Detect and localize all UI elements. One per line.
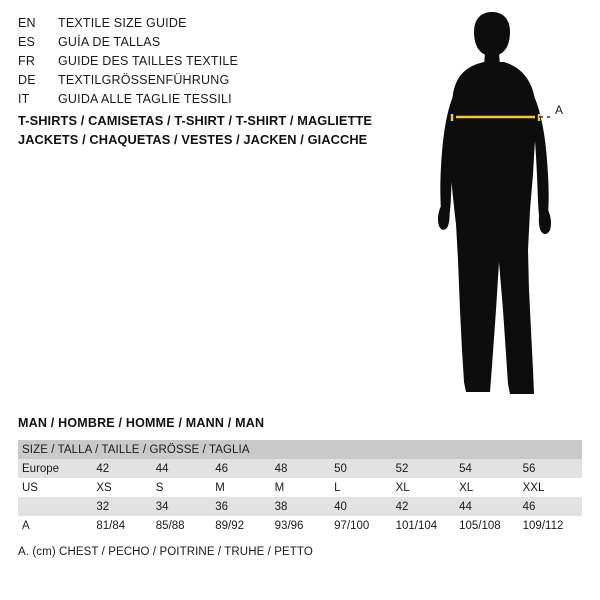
table-cell: 32 bbox=[92, 497, 151, 516]
language-text: GUIDE DES TAILLES TEXTILE bbox=[58, 54, 239, 68]
language-list bbox=[18, 16, 398, 111]
table-row bbox=[18, 478, 582, 497]
language-row bbox=[18, 54, 398, 73]
table-header-row bbox=[18, 440, 582, 459]
callout-label-a: A bbox=[555, 103, 564, 117]
row-label: Europe bbox=[18, 459, 92, 478]
table-cell: L bbox=[330, 478, 391, 497]
table-cell: 34 bbox=[152, 497, 211, 516]
language-code: EN bbox=[18, 16, 36, 30]
table-cell: 38 bbox=[271, 497, 330, 516]
language-row bbox=[18, 73, 398, 92]
language-text: TEXTILGRÖSSENFÜHRUNG bbox=[58, 73, 230, 87]
table-cell: XL bbox=[392, 478, 456, 497]
table-cell: 89/92 bbox=[211, 516, 270, 535]
table-cell: 46 bbox=[519, 497, 582, 516]
table-row bbox=[18, 497, 582, 516]
table-cell: 46 bbox=[211, 459, 270, 478]
table-row bbox=[18, 516, 582, 535]
table-cell: M bbox=[271, 478, 330, 497]
table-cell: XL bbox=[455, 478, 519, 497]
body-figure bbox=[400, 10, 600, 410]
row-label: A bbox=[18, 516, 92, 535]
footnote: A. (cm) CHEST / PECHO / POITRINE / TRUHE / PETTO bbox=[18, 546, 313, 558]
table-cell: 40 bbox=[330, 497, 391, 516]
table-cell: S bbox=[152, 478, 211, 497]
language-row bbox=[18, 35, 398, 54]
table-cell: 42 bbox=[392, 497, 456, 516]
language-code: FR bbox=[18, 54, 36, 68]
table-cell: XXL bbox=[519, 478, 582, 497]
language-code: DE bbox=[18, 73, 36, 87]
category-list bbox=[18, 111, 418, 149]
table-cell: 109/112 bbox=[519, 516, 582, 535]
language-text: GUÍA DE TALLAS bbox=[58, 35, 161, 49]
table-cell: 105/108 bbox=[455, 516, 519, 535]
category-line: JACKETS / CHAQUETAS / VESTES / JACKEN / GIACCHE bbox=[18, 132, 368, 147]
language-row bbox=[18, 92, 398, 111]
table-cell: 44 bbox=[455, 497, 519, 516]
language-text: TEXTILE SIZE GUIDE bbox=[58, 16, 187, 30]
row-label bbox=[18, 497, 92, 516]
language-code: IT bbox=[18, 92, 30, 106]
language-text: GUIDA ALLE TAGLIE TESSILI bbox=[58, 92, 232, 106]
table-cell: 97/100 bbox=[330, 516, 391, 535]
table-cell: 42 bbox=[92, 459, 151, 478]
size-table bbox=[18, 440, 582, 535]
table-cell: 101/104 bbox=[392, 516, 456, 535]
table-cell: 48 bbox=[271, 459, 330, 478]
language-code: ES bbox=[18, 35, 36, 49]
gender-title: MAN / HOMBRE / HOMME / MANN / MAN bbox=[18, 416, 265, 430]
table-cell: 50 bbox=[330, 459, 391, 478]
table-cell: 93/96 bbox=[271, 516, 330, 535]
category-line: T-SHIRTS / CAMISETAS / T-SHIRT / T-SHIRT / MAGLIETTE bbox=[18, 113, 373, 128]
table-cell: 81/84 bbox=[92, 516, 151, 535]
table-cell: 52 bbox=[392, 459, 456, 478]
table-cell: 56 bbox=[519, 459, 582, 478]
table-cell: 85/88 bbox=[152, 516, 211, 535]
table-cell: 44 bbox=[152, 459, 211, 478]
table-row bbox=[18, 459, 582, 478]
row-label: US bbox=[18, 478, 92, 497]
table-header-label: SIZE / TALLA / TAILLE / GRÖSSE / TAGLIA bbox=[18, 440, 582, 459]
table-cell: XS bbox=[92, 478, 151, 497]
table-cell: 36 bbox=[211, 497, 270, 516]
male-silhouette-icon bbox=[400, 10, 600, 410]
table-cell: 54 bbox=[455, 459, 519, 478]
table-cell: M bbox=[211, 478, 270, 497]
language-row bbox=[18, 16, 398, 35]
